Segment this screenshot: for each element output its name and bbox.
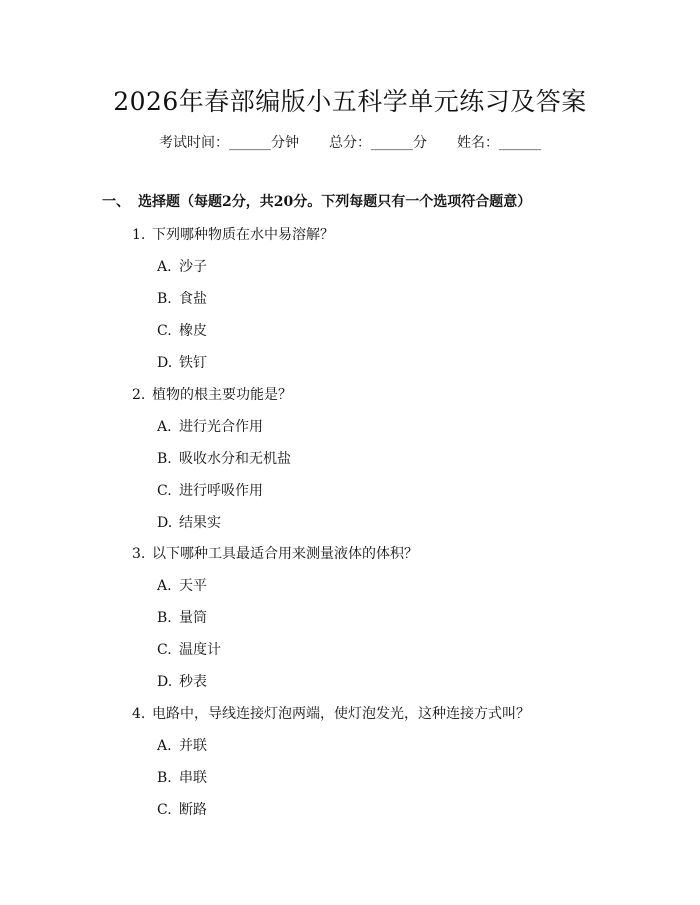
section-heading (102, 191, 531, 211)
option (157, 448, 291, 468)
option-letter: A. (157, 738, 172, 754)
option-letter: A. (157, 419, 172, 435)
option-letter: A. (157, 259, 172, 275)
section-number: 一、 (102, 194, 130, 210)
option (157, 512, 221, 532)
option-text: 结果实 (179, 515, 221, 531)
option (157, 288, 207, 308)
option (157, 480, 263, 500)
option (157, 671, 207, 691)
option-letter: B. (157, 291, 172, 307)
option-text: 橡皮 (179, 323, 207, 339)
option-text: 量筒 (179, 610, 207, 626)
exam-info-line (0, 132, 700, 152)
option-text: 沙子 (179, 259, 207, 275)
question-text: 植物的根主要功能是？ (152, 387, 292, 403)
name-label: 姓名： (457, 135, 499, 151)
option-letter: B. (157, 451, 172, 467)
option (157, 639, 221, 659)
score-blank: ______ (371, 135, 413, 151)
page-title: 2026年春部编版小五科学单元练习及答案 (113, 87, 587, 116)
question (132, 543, 418, 563)
question-number: 4. (132, 706, 146, 722)
time-blank: ______ (229, 135, 271, 151)
option (157, 352, 207, 372)
time-unit: 分钟 (271, 135, 299, 151)
option (157, 607, 207, 627)
option-text: 铁钉 (179, 355, 207, 371)
score-label: 总分： (329, 135, 371, 151)
option (157, 767, 207, 787)
option (157, 320, 207, 340)
option-letter: A. (157, 578, 172, 594)
option (157, 256, 207, 276)
question-text: 电路中，导线连接灯泡两端，使灯泡发光，这种连接方式叫？ (152, 706, 530, 722)
question-number: 3. (132, 546, 146, 562)
option-letter: B. (157, 770, 172, 786)
question-number: 2. (132, 387, 146, 403)
option-letter: C. (157, 642, 172, 658)
option-letter: B. (157, 610, 172, 626)
option-text: 进行呼吸作用 (179, 483, 263, 499)
question-number: 1. (132, 227, 146, 243)
option-text: 温度计 (179, 642, 221, 658)
option-text: 进行光合作用 (179, 419, 263, 435)
time-label: 考试时间： (159, 135, 229, 151)
option (157, 575, 207, 595)
name-blank: ______ (499, 135, 541, 151)
option-text: 秒表 (179, 674, 207, 690)
option-letter: C. (157, 323, 172, 339)
option-text: 并联 (179, 738, 207, 754)
question (132, 384, 292, 404)
option-text: 吸收水分和无机盐 (179, 451, 291, 467)
option-letter: C. (157, 483, 172, 499)
option (157, 416, 263, 436)
option-text: 食盐 (179, 291, 207, 307)
option-letter: C. (157, 802, 172, 818)
score-unit: 分 (413, 135, 427, 151)
question (132, 703, 530, 723)
option-letter: D. (157, 674, 173, 690)
option-letter: D. (157, 355, 173, 371)
option-text: 断路 (179, 802, 207, 818)
option (157, 735, 207, 755)
option (157, 799, 207, 819)
section-text: 选择题（每题2分，共20分。下列每题只有一个选项符合题意） (138, 194, 532, 210)
option-letter: D. (157, 515, 173, 531)
question (132, 224, 334, 244)
option-text: 天平 (179, 578, 207, 594)
question-text: 下列哪种物质在水中易溶解？ (152, 227, 334, 243)
question-text: 以下哪种工具最适合用来测量液体的体积？ (152, 546, 418, 562)
option-text: 串联 (179, 770, 207, 786)
